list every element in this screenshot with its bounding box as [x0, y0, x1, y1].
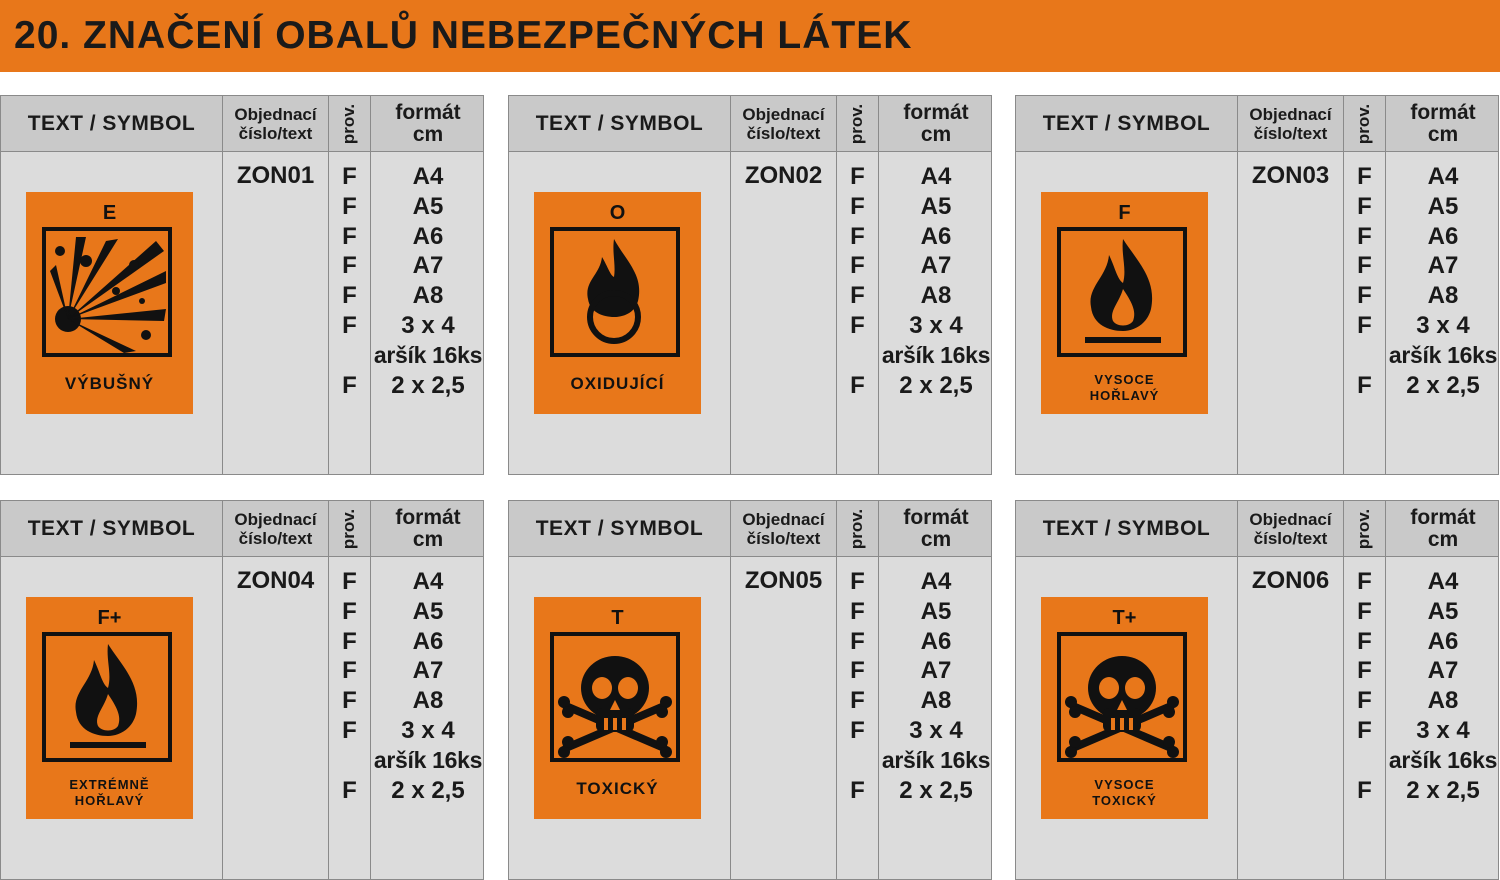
format-cell: A4: [1427, 568, 1459, 595]
hazard-letter: F: [1118, 202, 1131, 224]
format-cell: aršík 16ks: [373, 341, 483, 368]
prov-cell: F: [1357, 282, 1372, 310]
header-order-number: Objednací číslo/text: [1249, 104, 1332, 143]
format-cell: A5: [412, 597, 444, 625]
prov-cell: F: [342, 687, 357, 715]
hazard-letter: O: [609, 202, 626, 224]
divider: [1237, 501, 1238, 879]
format-cell: A4: [920, 163, 952, 190]
header-format: formát cm: [395, 100, 461, 146]
prov-cell: F: [342, 657, 357, 685]
prov-cell: F: [1357, 311, 1372, 339]
header-symbol: TEXT / SYMBOL: [535, 516, 704, 540]
table-header: [1016, 96, 1498, 152]
table-header: [509, 96, 991, 152]
format-cell: A8: [1427, 282, 1459, 310]
format-cell: 3 x 4: [1416, 311, 1470, 339]
prov-column: [329, 567, 370, 805]
format-cell: A7: [412, 252, 444, 280]
prov-cell: F: [342, 776, 357, 804]
header-order-number: Objednací číslo/text: [234, 509, 317, 548]
prov-cell: F: [342, 597, 357, 625]
order-code: ZON02: [744, 162, 823, 189]
format-cell: A4: [1427, 163, 1459, 190]
prov-cell: F: [1357, 597, 1372, 625]
prov-cell: F: [850, 222, 865, 250]
hazard-label: [1041, 597, 1208, 819]
prov-column: [837, 567, 878, 805]
format-cell: A5: [1427, 192, 1459, 220]
header-order-number: Objednací číslo/text: [742, 509, 825, 548]
prov-column: [1344, 567, 1385, 805]
format-cell: aršík 16ks: [373, 746, 483, 773]
format-cell: A6: [920, 627, 952, 655]
format-cell: A6: [412, 627, 444, 655]
hazard-letter: F+: [97, 607, 122, 629]
format-cell: A8: [920, 687, 952, 715]
hazard-name: TOXICKÝ: [576, 779, 659, 798]
prov-cell: F: [1357, 627, 1372, 655]
format-cell: A7: [1427, 657, 1459, 685]
format-cell: A4: [412, 568, 444, 595]
format-cell: A6: [920, 222, 952, 250]
prov-cell: F: [850, 192, 865, 220]
title-bar: [0, 0, 1500, 72]
format-column: [371, 162, 485, 400]
prov-cell: [1344, 341, 1385, 371]
format-cell: A8: [1427, 687, 1459, 715]
prov-cell: F: [850, 282, 865, 310]
header-prov: prov.: [339, 103, 359, 144]
table-header: [509, 501, 991, 557]
product-panel: [0, 500, 484, 880]
flame-icon: [1057, 227, 1187, 357]
format-cell: A5: [920, 192, 952, 220]
hazard-name: VÝBUŠNÝ: [64, 374, 155, 393]
hazard-name: VYSOCE TOXICKÝ: [1092, 777, 1157, 808]
format-cell: 2 x 2,5: [391, 371, 465, 399]
hazard-letter: T+: [1112, 607, 1137, 629]
format-cell: 3 x 4: [909, 716, 963, 744]
prov-cell: F: [850, 568, 865, 595]
prov-cell: F: [850, 776, 865, 804]
prov-cell: F: [850, 252, 865, 280]
format-cell: A6: [1427, 627, 1459, 655]
product-panel: [0, 95, 484, 475]
divider: [222, 501, 223, 879]
prov-cell: F: [342, 163, 357, 190]
order-code: ZON05: [744, 567, 823, 594]
header-prov: prov.: [339, 508, 359, 549]
order-code: ZON06: [1251, 567, 1330, 594]
format-cell: 3 x 4: [909, 311, 963, 339]
format-cell: A5: [412, 192, 444, 220]
prov-cell: F: [1357, 192, 1372, 220]
header-format: formát cm: [1410, 505, 1476, 551]
prov-cell: F: [850, 627, 865, 655]
prov-cell: F: [1357, 568, 1372, 595]
divider: [730, 96, 731, 474]
table-header: [1, 96, 483, 152]
format-cell: 2 x 2,5: [1406, 371, 1480, 399]
format-cell: aršík 16ks: [881, 341, 991, 368]
header-prov: prov.: [847, 103, 867, 144]
prov-cell: F: [850, 311, 865, 339]
prov-cell: [837, 746, 878, 776]
product-panel: [508, 500, 992, 880]
prov-cell: F: [342, 192, 357, 220]
hazard-name: VYSOCE HOŘLAVÝ: [1089, 372, 1160, 403]
format-column: [371, 567, 485, 805]
prov-cell: F: [1357, 222, 1372, 250]
table-header: [1016, 501, 1498, 557]
prov-cell: F: [1357, 716, 1372, 744]
header-prov: prov.: [1354, 103, 1374, 144]
header-order-number: Objednací číslo/text: [234, 104, 317, 143]
prov-cell: [1344, 746, 1385, 776]
prov-cell: F: [850, 657, 865, 685]
prov-cell: F: [342, 568, 357, 595]
prov-cell: F: [342, 311, 357, 339]
prov-cell: F: [1357, 776, 1372, 804]
prov-cell: F: [342, 282, 357, 310]
prov-cell: F: [850, 163, 865, 190]
format-cell: 2 x 2,5: [391, 776, 465, 804]
format-cell: A4: [920, 568, 952, 595]
hazard-name: EXTRÉMNĚ HOŘLAVÝ: [69, 777, 150, 808]
prov-cell: F: [342, 627, 357, 655]
header-order-number: Objednací číslo/text: [742, 104, 825, 143]
prov-cell: [329, 746, 370, 776]
format-cell: 3 x 4: [401, 311, 455, 339]
prov-cell: F: [850, 716, 865, 744]
header-format: formát cm: [903, 100, 969, 146]
divider: [1237, 96, 1238, 474]
header-format: formát cm: [903, 505, 969, 551]
format-cell: aršík 16ks: [1388, 746, 1498, 773]
hazard-label: [26, 192, 193, 414]
format-cell: A5: [920, 597, 952, 625]
skull-crossbones-icon: [550, 632, 680, 762]
prov-column: [1344, 162, 1385, 400]
hazard-name: OXIDUJÍCÍ: [570, 374, 665, 393]
prov-cell: F: [850, 371, 865, 399]
hazard-letter: E: [102, 202, 117, 224]
header-format: formát cm: [395, 505, 461, 551]
hazard-label: [1041, 192, 1208, 414]
explosion-icon: [42, 227, 172, 357]
page-title: 20. ZNAČENÍ OBALŮ NEBEZPEČNÝCH LÁTEK: [14, 14, 913, 57]
format-cell: aršík 16ks: [1388, 341, 1498, 368]
format-column: [879, 162, 993, 400]
format-column: [1386, 567, 1500, 805]
format-cell: A7: [920, 252, 952, 280]
hazard-label: [26, 597, 193, 819]
prov-cell: F: [1357, 687, 1372, 715]
prov-cell: F: [1357, 371, 1372, 399]
header-symbol: TEXT / SYMBOL: [535, 111, 704, 135]
header-symbol: TEXT / SYMBOL: [27, 516, 196, 540]
format-cell: A4: [412, 163, 444, 190]
format-cell: 3 x 4: [401, 716, 455, 744]
format-cell: A6: [412, 222, 444, 250]
order-code: ZON04: [236, 567, 315, 594]
header-format: formát cm: [1410, 100, 1476, 146]
prov-cell: F: [342, 371, 357, 399]
hazard-label: [534, 192, 701, 414]
header-prov: prov.: [847, 508, 867, 549]
format-column: [1386, 162, 1500, 400]
format-cell: aršík 16ks: [881, 746, 991, 773]
prov-column: [837, 162, 878, 400]
prov-cell: F: [1357, 252, 1372, 280]
format-cell: 3 x 4: [1416, 716, 1470, 744]
prov-cell: [837, 341, 878, 371]
format-cell: A8: [920, 282, 952, 310]
divider: [730, 501, 731, 879]
prov-cell: F: [1357, 657, 1372, 685]
prov-cell: F: [1357, 163, 1372, 190]
product-panel: [508, 95, 992, 475]
prov-cell: F: [342, 222, 357, 250]
header-prov: prov.: [1354, 508, 1374, 549]
format-cell: 2 x 2,5: [899, 776, 973, 804]
format-cell: 2 x 2,5: [1406, 776, 1480, 804]
format-column: [879, 567, 993, 805]
prov-cell: F: [850, 687, 865, 715]
format-cell: 2 x 2,5: [899, 371, 973, 399]
format-cell: A7: [1427, 252, 1459, 280]
product-panel: [1015, 95, 1499, 475]
hazard-letter: T: [611, 607, 624, 629]
format-cell: A8: [412, 282, 444, 310]
hazard-label: [534, 597, 701, 819]
format-cell: A6: [1427, 222, 1459, 250]
order-code: ZON03: [1251, 162, 1330, 189]
format-cell: A7: [920, 657, 952, 685]
flame-over-circle-icon: [550, 227, 680, 357]
format-cell: A7: [412, 657, 444, 685]
order-code: ZON01: [236, 162, 315, 189]
header-symbol: TEXT / SYMBOL: [27, 111, 196, 135]
product-panel: [1015, 500, 1499, 880]
prov-cell: F: [850, 597, 865, 625]
prov-cell: [329, 341, 370, 371]
format-cell: A8: [412, 687, 444, 715]
divider: [222, 96, 223, 474]
header-order-number: Objednací číslo/text: [1249, 509, 1332, 548]
header-symbol: TEXT / SYMBOL: [1042, 111, 1211, 135]
prov-cell: F: [342, 716, 357, 744]
format-cell: A5: [1427, 597, 1459, 625]
flame-icon: [42, 632, 172, 762]
prov-column: [329, 162, 370, 400]
skull-crossbones-icon: [1057, 632, 1187, 762]
prov-cell: F: [342, 252, 357, 280]
header-symbol: TEXT / SYMBOL: [1042, 516, 1211, 540]
table-header: [1, 501, 483, 557]
